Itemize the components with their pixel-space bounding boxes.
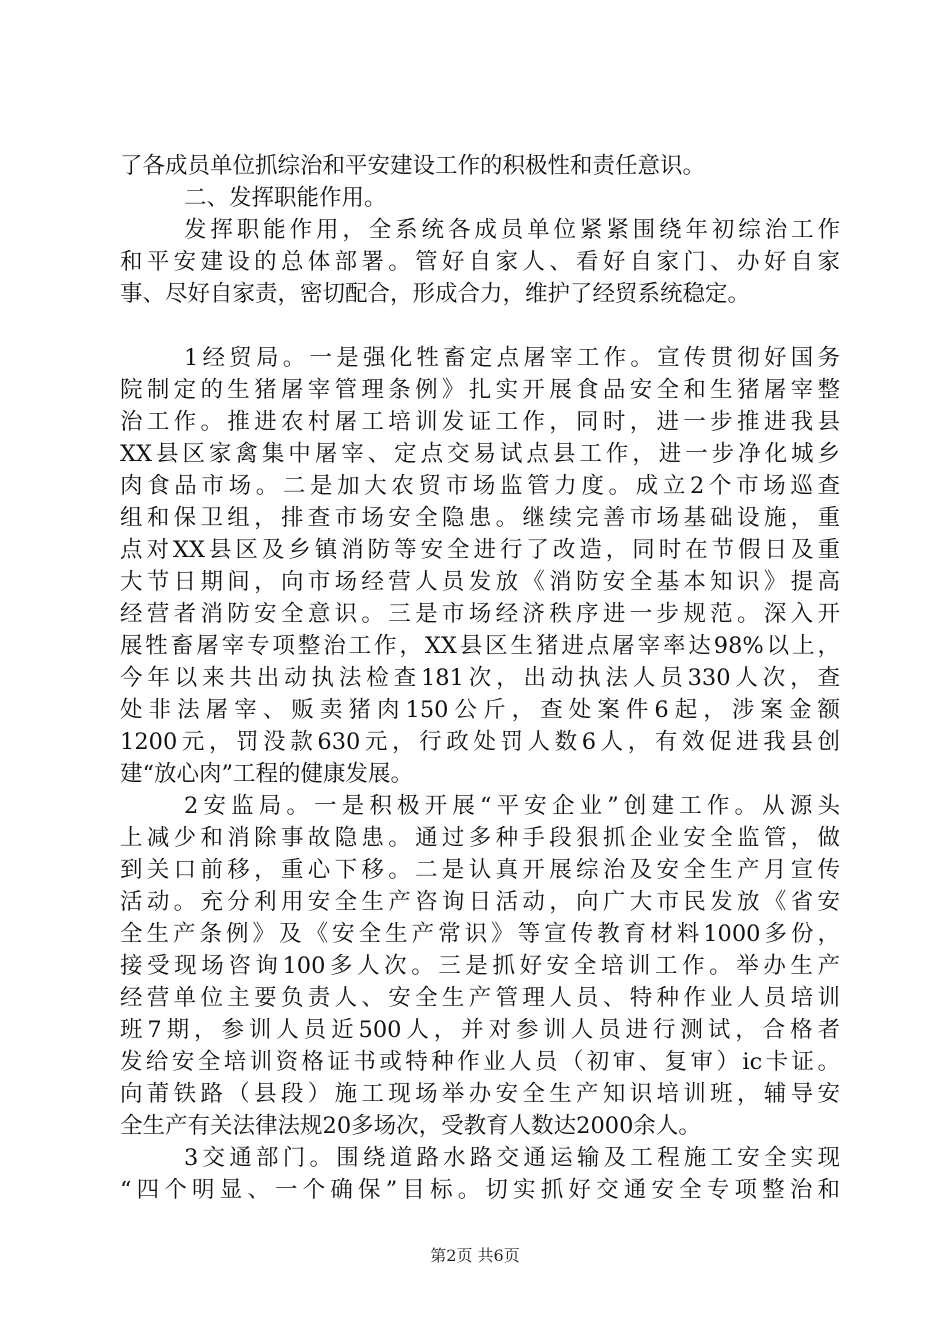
document-body [120,150,840,1206]
text-line: 2安监局。一是积极开展“平安企业”创建工作。从源头 [184,793,840,819]
text-line: “四个明显、一个确保”目标。切实抓好交通安全专项整治和 [120,1177,840,1203]
text-line: 班7期，参训人员近500人，并对参训人员进行测试，合格者 [120,1017,840,1043]
text-line: 全生产有关法律法规20多场次，受教育人数达2000余人。 [120,1113,701,1139]
text-line: 治工作。推进农村屠工培训发证工作，同时，进一步推进我县 [120,409,840,435]
text-line: 上减少和消除事故隐患。通过多种手段狠抓企业安全监管，做 [120,825,840,851]
text-line: 向莆铁路（县段）施工现场举办安全生产知识培训班，辅导安 [120,1081,840,1107]
text-line: 组和保卫组，排查市场安全隐患。继续完善市场基础设施，重 [120,505,840,531]
text-line: 经营单位主要负责人、安全生产管理人员、特种作业人员培训 [120,985,840,1011]
text-line: 1200元，罚没款630元，行政处罚人数6人，有效促进我县创 [120,729,840,755]
text-line: 了各成员单位抓综治和平安建设工作的积极性和责任意识。 [120,153,706,179]
text-line: 活动。充分利用安全生产咨询日活动，向广大市民发放《省安 [120,889,840,915]
page-footer: 第2页 共6页 [430,1246,520,1265]
text-line: 展牲畜屠宰专项整治工作，XX县区生猪进点屠宰率达98%以上， [120,633,840,659]
text-line: XX县区家禽集中屠宰、定点交易试点县工作，进一步净化城乡 [120,441,840,467]
text-line: 全生产条例》及《安全生产常识》等宣传教育材料1000多份， [120,921,840,947]
text-line: 经营者消防安全意识。三是市场经济秩序进一步规范。深入开 [120,601,840,627]
text-line: 发挥职能作用，全系统各成员单位紧紧围绕年初综治工作 [184,217,840,243]
text-line: 肉食品市场。二是加大农贸市场监管力度。成立2个市场巡查 [120,473,840,499]
text-line: 二、发挥职能作用。 [184,185,387,211]
text-line: 今年以来共出动执法检查181次，出动执法人员330人次，查 [120,665,840,691]
text-line: 1经贸局。一是强化牲畜定点屠宰工作。宣传贯彻好国务 [184,345,840,371]
text-line: 处非法屠宰、贩卖猪肉150公斤，查处案件6起，涉案金额 [120,697,840,723]
text-line: 和平安建设的总体部署。管好自家人、看好自家门、办好自家 [120,249,840,275]
text-line: 接受现场咨询100多人次。三是抓好安全培训工作。举办生产 [120,953,840,979]
text-line: 大节日期间，向市场经营人员发放《消防安全基本知识》提高 [120,569,840,595]
text-line: 3交通部门。围绕道路水路交通运输及工程施工安全实现 [184,1145,840,1171]
text-line: 发给安全培训资格证书或特种作业人员（初审、复审）ic卡证。 [120,1049,840,1075]
text-line: 事、尽好自家责，密切配合，形成合力，维护了经贸系统稳定。 [120,281,751,307]
text-line: 建“放心肉”工程的健康发展。 [120,761,414,787]
text-line: 到关口前移，重心下移。二是认真开展综治及安全生产月宣传 [120,857,840,883]
paragraph-spacer [120,310,840,342]
text-line: 院制定的生猪屠宰管理条例》扎实开展食品安全和生猪屠宰整 [120,377,840,403]
text-line: 点对XX县区及乡镇消防等安全进行了改造，同时在节假日及重 [120,537,840,563]
